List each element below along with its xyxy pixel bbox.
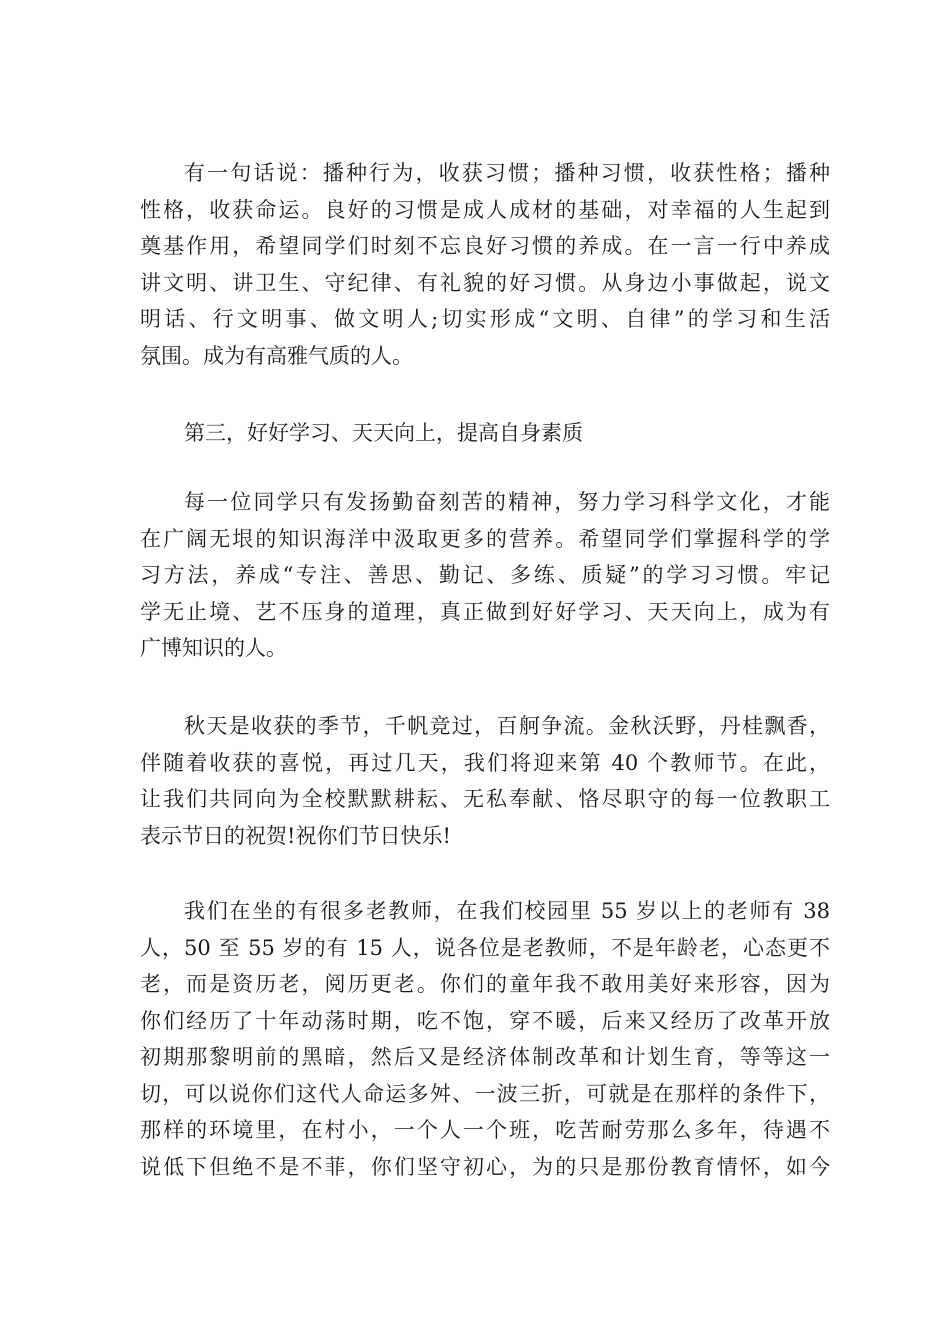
paragraph-veteran-teachers xyxy=(140,893,830,1185)
text-line: 说低下但绝不是不菲，你们坚守初心，为的只是那份教育情怀，如今 xyxy=(140,1154,830,1179)
text-line: 在广阔无垠的知识海洋中汲取更多的营养。希望同学们掌握科学的学 xyxy=(140,526,830,551)
text-line: 那样的环境里，在村小，一个人一个班，吃苦耐劳那么多年，待遇不 xyxy=(140,1118,830,1142)
text-line: 性格，收获命运。良好的习惯是成人成材的基础，对幸福的人生起到 xyxy=(140,197,830,222)
text-line: 秋天是收获的季节，千帆竞过，百舸争流。金秋沃野，丹桂飘香， xyxy=(184,714,830,738)
text-line: 伴随着收获的喜悦，再过几天，我们将迎来第 40 个教师节。在此， xyxy=(140,750,830,775)
paragraph-study xyxy=(140,484,830,667)
text-line: 氛围。成为有高雅气质的人。 xyxy=(140,343,413,368)
text-line: 表示节日的祝贺!祝你们节日快乐! xyxy=(140,823,451,848)
text-line: 让我们共同向为全校默默耕耘、无私奉献、恪尽职守的每一位教职工 xyxy=(140,787,830,811)
text-line: 有一句话说：播种行为，收获习惯；播种习惯，收获性格；播种 xyxy=(184,161,830,185)
text-line: 学无止境、艺不压身的道理，真正做到好好学习、天天向上，成为有 xyxy=(140,599,830,624)
text-line: 我们在坐的有很多老教师，在我们校园里 55 岁以上的老师有 38 xyxy=(184,899,830,923)
text-line: 习方法，养成“专注、善思、勤记、多练、质疑”的学习习惯。牢记 xyxy=(140,563,830,587)
text-line: 人，50 至 55 岁的有 15 人，说各位是老教师，不是年龄老，心态更不 xyxy=(140,935,830,960)
text-line: 第三，好好学习、天天向上，提高自身素质 xyxy=(184,421,583,445)
text-line: 奠基作用，希望同学们时刻不忘良好习惯的养成。在一言一行中养成 xyxy=(140,234,830,258)
text-line: 你们经历了十年动荡时期，吃不饱，穿不暖，后来又经历了改革开放 xyxy=(140,1008,830,1033)
text-line: 切，可以说你们这代人命运多舛、一波三折，可就是在那样的条件下， xyxy=(140,1081,830,1106)
text-line: 老，而是资历老，阅历更老。你们的童年我不敢用美好来形容，因为 xyxy=(140,972,830,996)
section-heading xyxy=(140,415,830,452)
text-line: 初期那黎明前的黑暗，然后又是经济体制改革和计划生育，等等这一 xyxy=(140,1045,830,1069)
text-line: 广博知识的人。 xyxy=(140,636,287,660)
text-line: 每一位同学只有发扬勤奋刻苦的精神，努力学习科学文化，才能 xyxy=(184,490,830,514)
text-line: 明话、行文明事、做文明人;切实形成“文明、自律”的学习和生活 xyxy=(140,307,830,331)
paragraph-teachers-day xyxy=(140,708,830,854)
text-line: 讲文明、讲卫生、守纪律、有礼貌的好习惯。从身边小事做起，说文 xyxy=(140,270,830,295)
paragraph-habits xyxy=(140,155,830,374)
